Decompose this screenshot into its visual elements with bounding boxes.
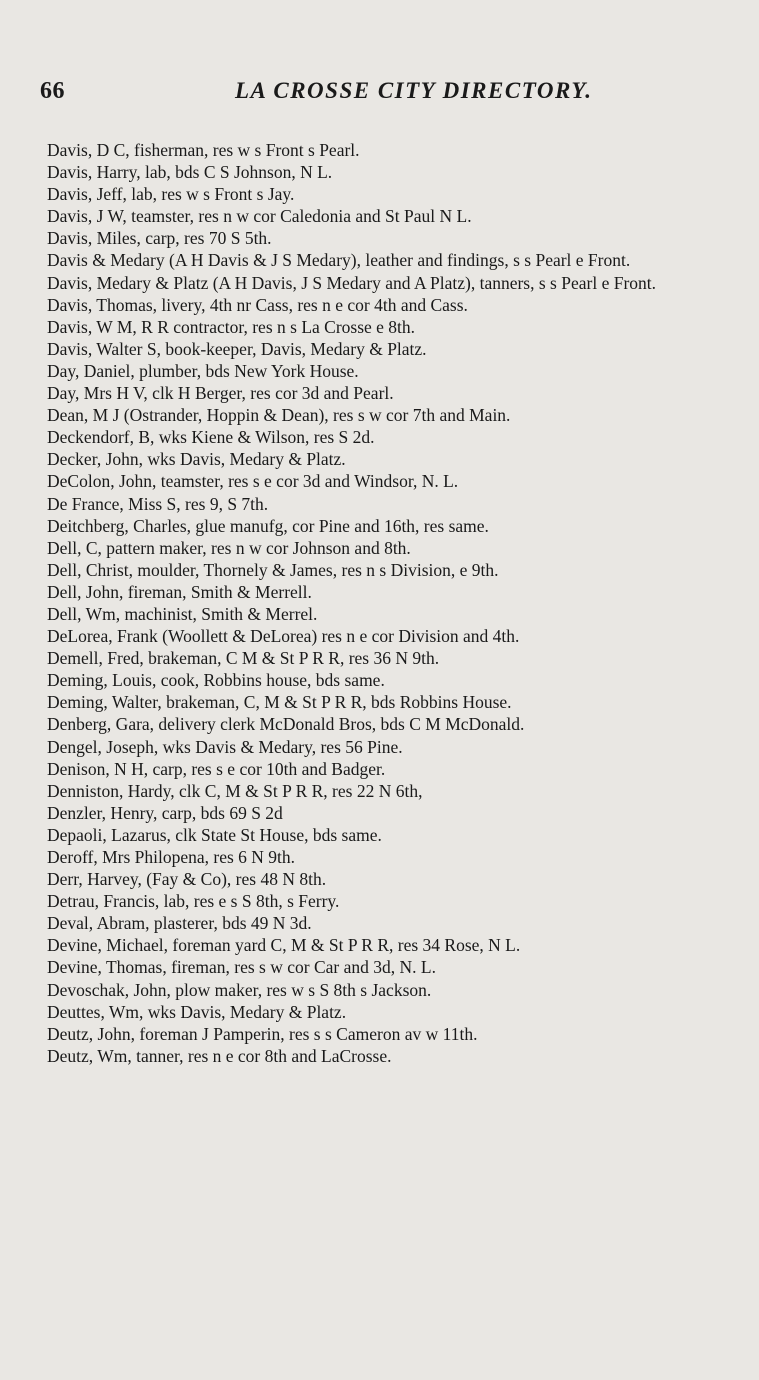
directory-entry: Deckendorf, B, wks Kiene & Wilson, res S 2d. (47, 427, 375, 448)
directory-entry: DeLorea, Frank (Woollett & DeLorea) res n e cor Division and 4th. (47, 626, 520, 647)
running-title: LA CROSSE CITY DIRECTORY. (235, 78, 593, 103)
directory-entry: Deutz, Wm, tanner, res n e cor 8th and LaCrosse. (47, 1045, 392, 1066)
directory-entry: Derr, Harvey, (Fay & Co), res 48 N 8th. (47, 869, 327, 890)
directory-entry: Dell, C, pattern maker, res n w cor Johnson and 8th. (47, 537, 411, 558)
directory-entry: Depaoli, Lazarus, clk State St House, bds same. (47, 824, 382, 845)
directory-entry: Davis & Medary (A H Davis & J S Medary), leather and findings, s s Pearl e Front. (47, 250, 631, 271)
directory-entry: Davis, Miles, carp, res 70 S 5th. (47, 228, 272, 249)
directory-entries (47, 139, 719, 1067)
directory-entry: Denison, N H, carp, res s e cor 10th and Badger. (47, 758, 386, 779)
directory-entry: Dell, Wm, machinist, Smith & Merrel. (47, 603, 318, 624)
directory-entry: Davis, Jeff, lab, res w s Front s Jay. (47, 184, 295, 205)
directory-entry: Deroff, Mrs Philopena, res 6 N 9th. (47, 847, 296, 867)
page-number: 66 (40, 78, 65, 104)
directory-entry: Decker, John, wks Davis, Medary & Platz. (47, 449, 346, 470)
directory-entry: Dell, John, fireman, Smith & Merrell. (47, 581, 312, 602)
directory-entry: Denzler, Henry, carp, bds 69 S 2d (47, 802, 283, 823)
directory-entry: DeColon, John, teamster, res s e cor 3d and Windsor, N. L. (47, 471, 459, 492)
directory-entry: Detrau, Francis, lab, res e s S 8th, s Ferry. (47, 891, 340, 912)
directory-entry: Denberg, Gara, delivery clerk McDonald Bros, bds C M McDonald. (47, 714, 525, 735)
directory-entry: Deming, Louis, cook, Robbins house, bds same. (47, 670, 385, 691)
directory-entry: Dengel, Joseph, wks Davis & Medary, res 56 Pine. (47, 736, 403, 757)
directory-entry: Davis, W M, R R contractor, res n s La Crosse e 8th. (47, 316, 416, 337)
directory-entry: Davis, Medary & Platz (A H Davis, J S Medary and A Platz), tanners, s s Pearl e Front. (47, 272, 657, 293)
directory-entry: Denniston, Hardy, clk C, M & St P R R, res 22 N 6th, (47, 780, 423, 801)
directory-entry: Deval, Abram, plasterer, bds 49 N 3d. (47, 913, 312, 934)
directory-entry: Davis, J W, teamster, res n w cor Caledonia and St Paul N L. (47, 206, 472, 227)
directory-entry: Deutz, John, foreman J Pamperin, res s s Cameron av w 11th. (47, 1023, 478, 1044)
directory-entry: Dell, Christ, moulder, Thornely & James, res n s Division, e 9th. (47, 559, 499, 580)
directory-entry: Devine, Michael, foreman yard C, M & St P R R, res 34 Rose, N L. (47, 935, 521, 956)
directory-entry: Day, Daniel, plumber, bds New York House. (47, 360, 359, 381)
directory-entry: Deming, Walter, brakeman, C, M & St P R R, bds Robbins House. (47, 692, 512, 713)
directory-entry: Deuttes, Wm, wks Davis, Medary & Platz. (47, 1001, 347, 1022)
directory-entry: Demell, Fred, brakeman, C M & St P R R, res 36 N 9th. (47, 648, 440, 669)
directory-entry: Davis, Thomas, livery, 4th nr Cass, res n e cor 4th and Cass. (47, 294, 468, 315)
directory-entry: De France, Miss S, res 9, S 7th. (47, 493, 269, 514)
directory-entry: Day, Mrs H V, clk H Berger, res cor 3d and Pearl. (47, 383, 394, 404)
directory-entry: Devoschak, John, plow maker, res w s S 8th s Jackson. (47, 979, 432, 1000)
directory-entry: Davis, Harry, lab, bds C S Johnson, N L. (47, 162, 333, 183)
directory-entry: Deitchberg, Charles, glue manufg, cor Pine and 16th, res same. (47, 515, 489, 536)
directory-entry: Davis, Walter S, book-keeper, Davis, Medary & Platz. (47, 338, 427, 359)
directory-entry: Dean, M J (Ostrander, Hoppin & Dean), res s w cor 7th and Main. (47, 405, 511, 426)
directory-entry: Devine, Thomas, fireman, res s w cor Car and 3d, N. L. (47, 957, 436, 978)
page-header (40, 78, 720, 110)
directory-entry: Davis, D C, fisherman, res w s Front s Pearl. (47, 140, 360, 160)
